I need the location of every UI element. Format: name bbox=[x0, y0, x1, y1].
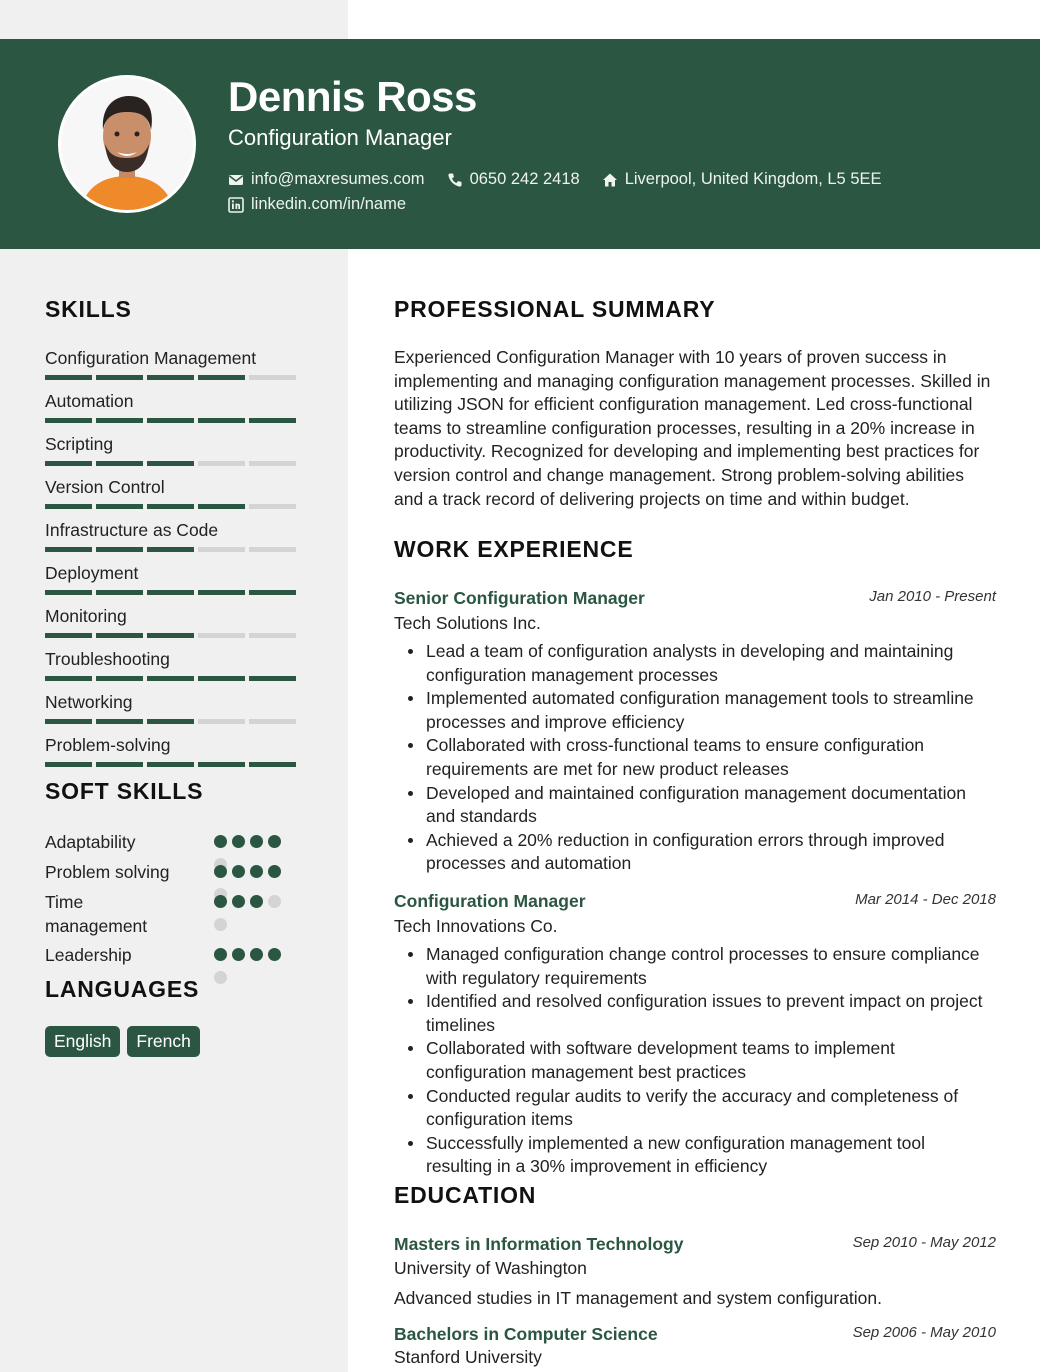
skill-bar-segment bbox=[96, 375, 143, 380]
education-dates: Sep 2010 - May 2012 bbox=[852, 1234, 996, 1251]
summary-heading: PROFESSIONAL SUMMARY bbox=[394, 296, 716, 322]
soft-skill-name: Adaptability bbox=[45, 832, 136, 852]
skill-meter bbox=[45, 590, 305, 595]
skill-bar-segment bbox=[147, 633, 194, 638]
home-icon bbox=[602, 172, 618, 188]
rating-dot bbox=[268, 865, 281, 878]
skill-bar-segment bbox=[45, 504, 92, 509]
rating-dot bbox=[250, 835, 263, 848]
address-contact bbox=[602, 170, 882, 189]
skill-item bbox=[45, 690, 305, 733]
skill-name: Monitoring bbox=[45, 606, 127, 626]
skill-bar-segment bbox=[96, 590, 143, 595]
skills-heading: SKILLS bbox=[45, 296, 132, 322]
rating-dot bbox=[268, 948, 281, 961]
skill-bar-segment bbox=[147, 676, 194, 681]
skill-bar-segment bbox=[147, 418, 194, 423]
skill-bar-segment bbox=[249, 633, 296, 638]
job-bullets bbox=[394, 640, 996, 876]
soft-skill-rating bbox=[214, 895, 286, 941]
education-entry bbox=[394, 1234, 996, 1309]
skill-bar-segment bbox=[96, 633, 143, 638]
skill-bar-segment bbox=[96, 461, 143, 466]
skill-bar-segment bbox=[147, 590, 194, 595]
education-description: Advanced studies in IT management and system configuration. bbox=[394, 1288, 883, 1308]
candidate-title: Configuration Manager bbox=[228, 125, 452, 150]
job-bullet: Implemented automated configuration management tools to streamline processes and improve efficiency bbox=[394, 687, 996, 734]
skill-name: Configuration Management bbox=[45, 348, 257, 368]
email-text: info@maxresumes.com bbox=[251, 170, 425, 188]
job-bullet: Identified and resolved configuration issues to prevent impact on project timelines bbox=[394, 990, 996, 1037]
skill-bar-segment bbox=[249, 547, 296, 552]
job-entry bbox=[394, 588, 996, 876]
skill-bar-segment bbox=[147, 762, 194, 767]
skill-bar-segment bbox=[45, 590, 92, 595]
skill-bar-segment bbox=[147, 461, 194, 466]
phone-text: 0650 242 2418 bbox=[469, 170, 580, 188]
skill-meter bbox=[45, 719, 305, 724]
skill-bar-segment bbox=[147, 375, 194, 380]
skill-bar-segment bbox=[45, 375, 92, 380]
rating-dot bbox=[250, 895, 263, 908]
skill-bar-segment bbox=[45, 762, 92, 767]
soft-skill-item bbox=[45, 890, 295, 943]
job-role: Configuration Manager bbox=[394, 891, 586, 911]
skill-item bbox=[45, 561, 305, 604]
skill-bar-segment bbox=[147, 719, 194, 724]
skill-name: Networking bbox=[45, 692, 133, 712]
skill-bar-segment bbox=[198, 504, 245, 509]
skill-bar-segment bbox=[198, 547, 245, 552]
skill-bar-segment bbox=[198, 719, 245, 724]
job-bullet: Collaborated with software development teams to implement configuration management best practices bbox=[394, 1037, 996, 1084]
job-dates: Mar 2014 - Dec 2018 bbox=[855, 891, 996, 908]
job-bullet: Collaborated with cross-functional teams to ensure configuration requirements are met for new product releases bbox=[394, 734, 996, 781]
skill-item bbox=[45, 518, 305, 561]
job-bullets bbox=[394, 943, 996, 1179]
skill-name: Troubleshooting bbox=[45, 649, 170, 669]
job-bullet: Achieved a 20% reduction in configuration errors through improved processes and automation bbox=[394, 829, 996, 876]
phone-icon bbox=[447, 172, 463, 188]
soft-skill-item bbox=[45, 830, 295, 860]
rating-dot bbox=[250, 948, 263, 961]
skill-bar-segment bbox=[249, 418, 296, 423]
skill-meter bbox=[45, 504, 305, 509]
contact-info bbox=[228, 167, 904, 217]
skill-name: Scripting bbox=[45, 434, 114, 454]
skill-name: Deployment bbox=[45, 563, 139, 583]
skill-bar-segment bbox=[249, 590, 296, 595]
education-degree: Masters in Information Technology bbox=[394, 1234, 684, 1254]
rating-dot bbox=[268, 835, 281, 848]
education-school: University of Washington bbox=[394, 1258, 587, 1278]
skill-bar-segment bbox=[45, 719, 92, 724]
skill-item bbox=[45, 604, 305, 647]
skill-bar-segment bbox=[96, 719, 143, 724]
email-contact[interactable] bbox=[228, 170, 425, 189]
rating-dot bbox=[214, 918, 227, 931]
education-entry bbox=[394, 1324, 996, 1368]
skills-list bbox=[45, 346, 305, 776]
linkedin-icon bbox=[228, 197, 244, 213]
skill-bar-segment bbox=[249, 375, 296, 380]
skill-bar-segment bbox=[96, 762, 143, 767]
candidate-name: Dennis Ross bbox=[228, 73, 477, 120]
skill-bar-segment bbox=[45, 547, 92, 552]
skill-bar-segment bbox=[147, 504, 194, 509]
skill-bar-segment bbox=[249, 461, 296, 466]
skill-bar-segment bbox=[96, 676, 143, 681]
skill-name: Problem-solving bbox=[45, 735, 171, 755]
skill-bar-segment bbox=[45, 418, 92, 423]
skill-bar-segment bbox=[198, 590, 245, 595]
profile-photo bbox=[61, 78, 193, 210]
skill-name: Infrastructure as Code bbox=[45, 520, 219, 540]
skill-meter bbox=[45, 375, 305, 380]
skill-bar-segment bbox=[249, 719, 296, 724]
skill-name: Automation bbox=[45, 391, 134, 411]
job-role: Senior Configuration Manager bbox=[394, 588, 645, 608]
job-bullet: Successfully implemented a new configuration management tool resulting in a 30% improvement in efficiency bbox=[394, 1132, 996, 1179]
avatar bbox=[58, 75, 196, 213]
soft-skill-name: Problem solving bbox=[45, 862, 170, 882]
skill-bar-segment bbox=[45, 461, 92, 466]
soft-skill-item bbox=[45, 943, 295, 973]
rating-dot bbox=[214, 948, 227, 961]
rating-dot bbox=[250, 865, 263, 878]
rating-dot bbox=[214, 835, 227, 848]
skill-meter bbox=[45, 633, 305, 638]
skill-meter bbox=[45, 418, 305, 423]
skill-bar-segment bbox=[45, 676, 92, 681]
job-dates: Jan 2010 - Present bbox=[869, 588, 996, 605]
job-entry bbox=[394, 891, 996, 1179]
job-company: Tech Solutions Inc. bbox=[394, 613, 541, 633]
skill-bar-segment bbox=[198, 633, 245, 638]
soft-skills-heading: SOFT SKILLS bbox=[45, 778, 204, 804]
rating-dot bbox=[214, 865, 227, 878]
rating-dot bbox=[214, 895, 227, 908]
skill-meter bbox=[45, 461, 305, 466]
job-bullet: Lead a team of configuration analysts in developing and maintaining configuration management processes bbox=[394, 640, 996, 687]
rating-dot bbox=[214, 971, 227, 984]
skill-bar-segment bbox=[198, 375, 245, 380]
skill-bar-segment bbox=[198, 461, 245, 466]
job-bullet: Conducted regular audits to verify the accuracy and completeness of configuration items bbox=[394, 1085, 996, 1132]
rating-dot bbox=[268, 895, 281, 908]
rating-dot bbox=[232, 865, 245, 878]
skill-bar-segment bbox=[249, 762, 296, 767]
experience-heading: WORK EXPERIENCE bbox=[394, 536, 634, 562]
skill-bar-segment bbox=[198, 418, 245, 423]
skill-bar-segment bbox=[198, 762, 245, 767]
skill-item bbox=[45, 346, 305, 389]
soft-skill-name: Time management bbox=[45, 892, 148, 936]
job-bullet: Developed and maintained configuration management documentation and standards bbox=[394, 782, 996, 829]
skill-bar-segment bbox=[96, 504, 143, 509]
skill-item bbox=[45, 432, 305, 475]
skill-bar-segment bbox=[96, 547, 143, 552]
resume-header bbox=[0, 39, 1040, 249]
phone-contact[interactable] bbox=[447, 170, 580, 189]
language-tag: French bbox=[127, 1026, 199, 1057]
skill-item bbox=[45, 389, 305, 432]
skill-meter bbox=[45, 676, 305, 681]
education-degree: Bachelors in Computer Science bbox=[394, 1324, 658, 1344]
soft-skill-rating bbox=[214, 948, 286, 994]
rating-dot bbox=[232, 895, 245, 908]
soft-skill-name: Leadership bbox=[45, 945, 132, 965]
skill-bar-segment bbox=[198, 676, 245, 681]
education-heading: EDUCATION bbox=[394, 1182, 537, 1208]
soft-skill-item bbox=[45, 860, 295, 890]
envelope-icon bbox=[228, 172, 244, 188]
skill-meter bbox=[45, 547, 305, 552]
language-tag: English bbox=[45, 1026, 120, 1057]
skill-bar-segment bbox=[249, 504, 296, 509]
soft-skills-list bbox=[45, 830, 295, 973]
summary-text: Experienced Configuration Manager with 10 years of proven success in implementing and managing configuration management processes. Skilled in utilizing JSON for efficient configuration management. Led cross-functional teams to streamline configuration processes, resulting in a 20% increase in productivity. Recognized for developing and implementing best practices for version control and change management. Strong problem-solving abilities and a track record of delivering projects on time and within budget. bbox=[394, 347, 991, 509]
job-company: Tech Innovations Co. bbox=[394, 916, 558, 936]
skill-meter bbox=[45, 762, 305, 767]
rating-dot bbox=[232, 948, 245, 961]
skill-bar-segment bbox=[45, 633, 92, 638]
languages-list bbox=[45, 1026, 207, 1057]
linkedin-contact[interactable] bbox=[228, 195, 406, 214]
skill-name: Version Control bbox=[45, 477, 165, 497]
skill-bar-segment bbox=[147, 547, 194, 552]
rating-dot bbox=[232, 835, 245, 848]
languages-heading: LANGUAGES bbox=[45, 976, 200, 1002]
job-bullet: Managed configuration change control processes to ensure compliance with regulatory requirements bbox=[394, 943, 996, 990]
skill-bar-segment bbox=[96, 418, 143, 423]
skill-item bbox=[45, 647, 305, 690]
skill-item bbox=[45, 475, 305, 518]
education-school: Stanford University bbox=[394, 1347, 542, 1367]
education-dates: Sep 2006 - May 2010 bbox=[852, 1324, 996, 1341]
linkedin-text: linkedin.com/in/name bbox=[251, 195, 406, 213]
skill-item bbox=[45, 733, 305, 776]
skill-bar-segment bbox=[249, 676, 296, 681]
address-text: Liverpool, United Kingdom, L5 5EE bbox=[624, 170, 882, 188]
